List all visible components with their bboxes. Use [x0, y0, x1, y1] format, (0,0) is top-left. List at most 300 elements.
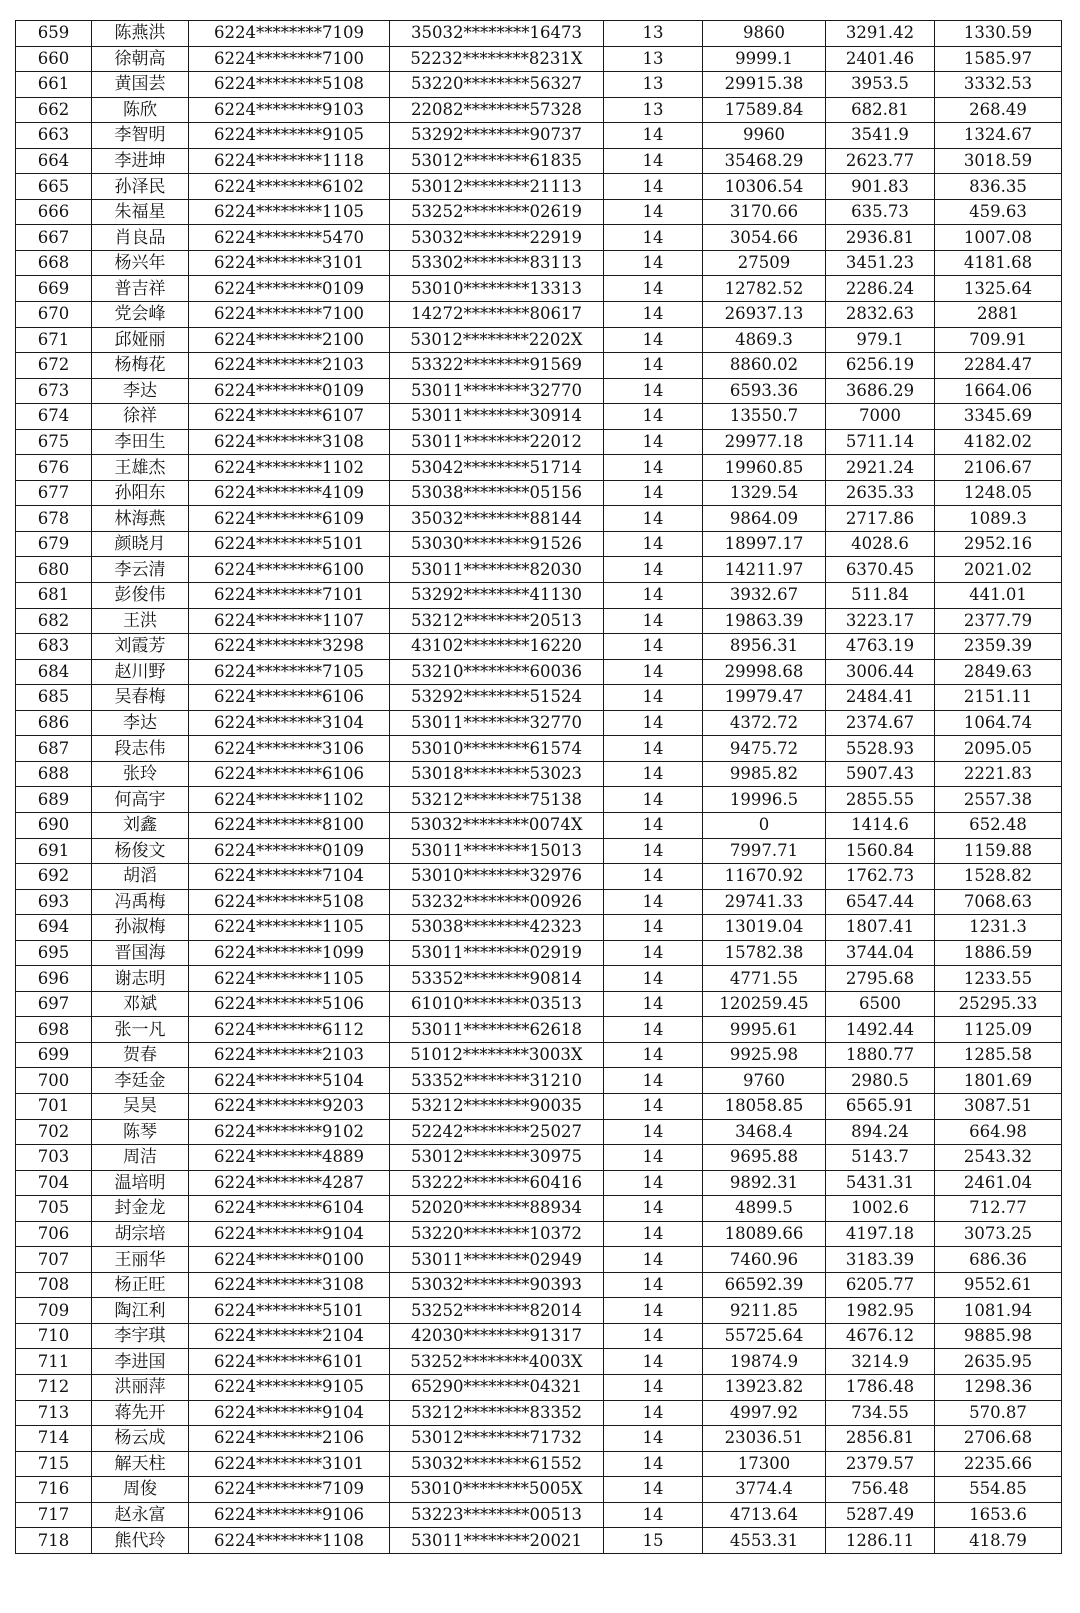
- table-row: [16, 940, 1062, 966]
- total-cell: 3345.69: [935, 404, 1062, 430]
- row-number-cell: 686: [16, 710, 92, 736]
- bank-card-cell: 6224********7105: [189, 659, 390, 685]
- table-row: [16, 710, 1062, 736]
- subsidy-cell: 4028.6: [826, 531, 935, 557]
- subsidy-cell: 5528.93: [826, 736, 935, 762]
- table-row: [16, 889, 1062, 915]
- name-cell: 杨正旺: [92, 1272, 189, 1298]
- id-number-cell: 53252********02619: [390, 199, 604, 225]
- name-cell: 陶江利: [92, 1298, 189, 1324]
- table-row: [16, 378, 1062, 404]
- name-cell: 李达: [92, 710, 189, 736]
- name-cell: 刘霞芳: [92, 634, 189, 660]
- id-number-cell: 53222********60416: [390, 1170, 604, 1196]
- total-cell: 2221.83: [935, 761, 1062, 787]
- subsidy-cell: 511.84: [826, 583, 935, 609]
- row-number-cell: 687: [16, 736, 92, 762]
- id-number-cell: 53011********20021: [390, 1528, 604, 1554]
- table-body: [16, 21, 1062, 1554]
- table-row: [16, 353, 1062, 379]
- total-cell: 2952.16: [935, 531, 1062, 557]
- id-number-cell: 53038********42323: [390, 915, 604, 941]
- row-number-cell: 670: [16, 302, 92, 328]
- subsidy-cell: 1560.84: [826, 838, 935, 864]
- total-cell: 2377.79: [935, 608, 1062, 634]
- table-row: [16, 123, 1062, 149]
- count-cell: 14: [604, 429, 703, 455]
- total-cell: 1089.3: [935, 506, 1062, 532]
- bank-card-cell: 6224********1118: [189, 148, 390, 174]
- table-row: [16, 1272, 1062, 1298]
- total-cell: 25295.33: [935, 991, 1062, 1017]
- row-number-cell: 715: [16, 1451, 92, 1477]
- total-cell: 712.77: [935, 1196, 1062, 1222]
- bank-card-cell: 6224********6102: [189, 174, 390, 200]
- table-row: [16, 302, 1062, 328]
- subsidy-cell: 1414.6: [826, 812, 935, 838]
- count-cell: 14: [604, 353, 703, 379]
- row-number-cell: 676: [16, 455, 92, 481]
- bank-card-cell: 6224********1102: [189, 787, 390, 813]
- total-cell: 2284.47: [935, 353, 1062, 379]
- count-cell: 13: [604, 72, 703, 98]
- id-number-cell: 53012********71732: [390, 1426, 604, 1452]
- count-cell: 13: [604, 21, 703, 47]
- row-number-cell: 677: [16, 480, 92, 506]
- row-number-cell: 696: [16, 966, 92, 992]
- table-row: [16, 608, 1062, 634]
- bank-card-cell: 6224********6109: [189, 506, 390, 532]
- bank-card-cell: 6224********9106: [189, 1502, 390, 1528]
- bank-card-cell: 6224********0100: [189, 1247, 390, 1273]
- count-cell: 14: [604, 250, 703, 276]
- row-number-cell: 695: [16, 940, 92, 966]
- bank-card-cell: 6224********6107: [189, 404, 390, 430]
- subsidy-cell: 2374.67: [826, 710, 935, 736]
- amount-cell: 9985.82: [703, 761, 826, 787]
- count-cell: 13: [604, 97, 703, 123]
- count-cell: 14: [604, 761, 703, 787]
- bank-card-cell: 6224********4287: [189, 1170, 390, 1196]
- amount-cell: 12782.52: [703, 276, 826, 302]
- row-number-cell: 673: [16, 378, 92, 404]
- amount-cell: 13923.82: [703, 1374, 826, 1400]
- row-number-cell: 702: [16, 1119, 92, 1145]
- count-cell: 14: [604, 148, 703, 174]
- row-number-cell: 689: [16, 787, 92, 813]
- amount-cell: 3054.66: [703, 225, 826, 251]
- id-number-cell: 53012********21113: [390, 174, 604, 200]
- amount-cell: 9960: [703, 123, 826, 149]
- id-number-cell: 53252********82014: [390, 1298, 604, 1324]
- count-cell: 14: [604, 1017, 703, 1043]
- count-cell: 14: [604, 915, 703, 941]
- amount-cell: 19960.85: [703, 455, 826, 481]
- row-number-cell: 669: [16, 276, 92, 302]
- amount-cell: 9695.88: [703, 1145, 826, 1171]
- id-number-cell: 53212********20513: [390, 608, 604, 634]
- name-cell: 杨云成: [92, 1426, 189, 1452]
- total-cell: 2106.67: [935, 455, 1062, 481]
- name-cell: 李进国: [92, 1349, 189, 1375]
- name-cell: 李达: [92, 378, 189, 404]
- total-cell: 1653.6: [935, 1502, 1062, 1528]
- subsidy-cell: 1807.41: [826, 915, 935, 941]
- id-number-cell: 43102********16220: [390, 634, 604, 660]
- table-row: [16, 174, 1062, 200]
- bank-card-cell: 6224********1105: [189, 915, 390, 941]
- row-number-cell: 701: [16, 1093, 92, 1119]
- name-cell: 胡滔: [92, 864, 189, 890]
- table-row: [16, 250, 1062, 276]
- bank-card-cell: 6224********1105: [189, 966, 390, 992]
- id-number-cell: 53220********10372: [390, 1221, 604, 1247]
- count-cell: 14: [604, 1502, 703, 1528]
- id-number-cell: 52232********8231X: [390, 46, 604, 72]
- table-row: [16, 966, 1062, 992]
- amount-cell: 9892.31: [703, 1170, 826, 1196]
- name-cell: 解天柱: [92, 1451, 189, 1477]
- total-cell: 1298.36: [935, 1374, 1062, 1400]
- amount-cell: 15782.38: [703, 940, 826, 966]
- bank-card-cell: 6224********7104: [189, 864, 390, 890]
- amount-cell: 120259.45: [703, 991, 826, 1017]
- total-cell: 2151.11: [935, 685, 1062, 711]
- row-number-cell: 717: [16, 1502, 92, 1528]
- subsidy-cell: 2379.57: [826, 1451, 935, 1477]
- bank-card-cell: 6224********9105: [189, 1374, 390, 1400]
- id-number-cell: 53012********30975: [390, 1145, 604, 1171]
- row-number-cell: 710: [16, 1323, 92, 1349]
- name-cell: 陈燕洪: [92, 21, 189, 47]
- table-row: [16, 761, 1062, 787]
- id-number-cell: 53018********53023: [390, 761, 604, 787]
- bank-card-cell: 6224********4109: [189, 480, 390, 506]
- total-cell: 1081.94: [935, 1298, 1062, 1324]
- amount-cell: 66592.39: [703, 1272, 826, 1298]
- table-row: [16, 531, 1062, 557]
- amount-cell: 19874.9: [703, 1349, 826, 1375]
- amount-cell: 9760: [703, 1068, 826, 1094]
- name-cell: 黄国芸: [92, 72, 189, 98]
- bank-card-cell: 6224********7109: [189, 21, 390, 47]
- subsidy-cell: 6547.44: [826, 889, 935, 915]
- name-cell: 胡宗培: [92, 1221, 189, 1247]
- amount-cell: 35468.29: [703, 148, 826, 174]
- amount-cell: 4372.72: [703, 710, 826, 736]
- total-cell: 2849.63: [935, 659, 1062, 685]
- count-cell: 14: [604, 327, 703, 353]
- amount-cell: 29998.68: [703, 659, 826, 685]
- amount-cell: 4899.5: [703, 1196, 826, 1222]
- count-cell: 14: [604, 1374, 703, 1400]
- table-row: [16, 915, 1062, 941]
- count-cell: 14: [604, 1247, 703, 1273]
- bank-card-cell: 6224********3108: [189, 429, 390, 455]
- count-cell: 14: [604, 1068, 703, 1094]
- count-cell: 14: [604, 1400, 703, 1426]
- subsidy-cell: 5431.31: [826, 1170, 935, 1196]
- id-number-cell: 53302********83113: [390, 250, 604, 276]
- subsidy-cell: 2856.81: [826, 1426, 935, 1452]
- subsidy-cell: 2795.68: [826, 966, 935, 992]
- table-row: [16, 1221, 1062, 1247]
- amount-cell: 18089.66: [703, 1221, 826, 1247]
- table-row: [16, 787, 1062, 813]
- name-cell: 洪丽萍: [92, 1374, 189, 1400]
- total-cell: 1159.88: [935, 838, 1062, 864]
- table-row: [16, 148, 1062, 174]
- table-row: [16, 812, 1062, 838]
- count-cell: 14: [604, 659, 703, 685]
- total-cell: 1330.59: [935, 21, 1062, 47]
- count-cell: 14: [604, 1093, 703, 1119]
- bank-card-cell: 6224********5101: [189, 531, 390, 557]
- bank-card-cell: 6224********7100: [189, 302, 390, 328]
- amount-cell: 9864.09: [703, 506, 826, 532]
- subsidy-cell: 2484.41: [826, 685, 935, 711]
- amount-cell: 9925.98: [703, 1042, 826, 1068]
- name-cell: 贺春: [92, 1042, 189, 1068]
- row-number-cell: 661: [16, 72, 92, 98]
- name-cell: 李云清: [92, 557, 189, 583]
- count-cell: 13: [604, 46, 703, 72]
- id-number-cell: 53010********13313: [390, 276, 604, 302]
- amount-cell: 3774.4: [703, 1477, 826, 1503]
- total-cell: 3073.25: [935, 1221, 1062, 1247]
- amount-cell: 17300: [703, 1451, 826, 1477]
- total-cell: 1801.69: [935, 1068, 1062, 1094]
- table-row: [16, 634, 1062, 660]
- name-cell: 何高宇: [92, 787, 189, 813]
- id-number-cell: 53292********51524: [390, 685, 604, 711]
- table-row: [16, 1400, 1062, 1426]
- name-cell: 陈欣: [92, 97, 189, 123]
- table-row: [16, 46, 1062, 72]
- subsidy-cell: 6205.77: [826, 1272, 935, 1298]
- bank-card-cell: 6224********1099: [189, 940, 390, 966]
- table-row: [16, 736, 1062, 762]
- bank-card-cell: 6224********7100: [189, 46, 390, 72]
- id-number-cell: 53010********32976: [390, 864, 604, 890]
- subsidy-cell: 979.1: [826, 327, 935, 353]
- table-row: [16, 583, 1062, 609]
- id-number-cell: 53012********2202X: [390, 327, 604, 353]
- id-number-cell: 35032********88144: [390, 506, 604, 532]
- subsidy-cell: 894.24: [826, 1119, 935, 1145]
- amount-cell: 3932.67: [703, 583, 826, 609]
- table-row: [16, 1349, 1062, 1375]
- subsidy-cell: 5143.7: [826, 1145, 935, 1171]
- subsidy-cell: 5907.43: [826, 761, 935, 787]
- total-cell: 1248.05: [935, 480, 1062, 506]
- table-row: [16, 1426, 1062, 1452]
- name-cell: 周洁: [92, 1145, 189, 1171]
- row-number-cell: 692: [16, 864, 92, 890]
- table-row: [16, 1196, 1062, 1222]
- amount-cell: 55725.64: [703, 1323, 826, 1349]
- name-cell: 党会峰: [92, 302, 189, 328]
- id-number-cell: 53032********61552: [390, 1451, 604, 1477]
- table-row: [16, 506, 1062, 532]
- bank-card-cell: 6224********7109: [189, 1477, 390, 1503]
- name-cell: 朱福星: [92, 199, 189, 225]
- row-number-cell: 700: [16, 1068, 92, 1094]
- count-cell: 14: [604, 1272, 703, 1298]
- subsidy-cell: 3686.29: [826, 378, 935, 404]
- id-number-cell: 53292********90737: [390, 123, 604, 149]
- amount-cell: 9999.1: [703, 46, 826, 72]
- total-cell: 2235.66: [935, 1451, 1062, 1477]
- total-cell: 9552.61: [935, 1272, 1062, 1298]
- total-cell: 3018.59: [935, 148, 1062, 174]
- id-number-cell: 53212********90035: [390, 1093, 604, 1119]
- name-cell: 谢志明: [92, 966, 189, 992]
- name-cell: 陈琴: [92, 1119, 189, 1145]
- name-cell: 冯禹梅: [92, 889, 189, 915]
- amount-cell: 8956.31: [703, 634, 826, 660]
- amount-cell: 4553.31: [703, 1528, 826, 1554]
- amount-cell: 13550.7: [703, 404, 826, 430]
- id-number-cell: 53011********30914: [390, 404, 604, 430]
- amount-cell: 10306.54: [703, 174, 826, 200]
- id-number-cell: 53292********41130: [390, 583, 604, 609]
- total-cell: 1233.55: [935, 966, 1062, 992]
- row-number-cell: 659: [16, 21, 92, 47]
- id-number-cell: 53032********0074X: [390, 812, 604, 838]
- id-number-cell: 53032********90393: [390, 1272, 604, 1298]
- row-number-cell: 706: [16, 1221, 92, 1247]
- count-cell: 14: [604, 940, 703, 966]
- total-cell: 2881: [935, 302, 1062, 328]
- count-cell: 14: [604, 685, 703, 711]
- total-cell: 1528.82: [935, 864, 1062, 890]
- count-cell: 14: [604, 787, 703, 813]
- name-cell: 段志伟: [92, 736, 189, 762]
- count-cell: 14: [604, 966, 703, 992]
- name-cell: 杨俊文: [92, 838, 189, 864]
- subsidy-cell: 1286.11: [826, 1528, 935, 1554]
- table-row: [16, 1119, 1062, 1145]
- bank-card-cell: 6224********5101: [189, 1298, 390, 1324]
- name-cell: 孙泽民: [92, 174, 189, 200]
- name-cell: 张一凡: [92, 1017, 189, 1043]
- total-cell: 2543.32: [935, 1145, 1062, 1171]
- id-number-cell: 53011********32770: [390, 378, 604, 404]
- total-cell: 709.91: [935, 327, 1062, 353]
- table-row: [16, 1528, 1062, 1554]
- amount-cell: 8860.02: [703, 353, 826, 379]
- amount-cell: 18997.17: [703, 531, 826, 557]
- amount-cell: 9995.61: [703, 1017, 826, 1043]
- table-row: [16, 1298, 1062, 1324]
- id-number-cell: 22082********57328: [390, 97, 604, 123]
- subsidy-cell: 4763.19: [826, 634, 935, 660]
- total-cell: 2635.95: [935, 1349, 1062, 1375]
- subsidy-cell: 7000: [826, 404, 935, 430]
- amount-cell: 17589.84: [703, 97, 826, 123]
- amount-cell: 4771.55: [703, 966, 826, 992]
- bank-card-cell: 6224********6101: [189, 1349, 390, 1375]
- row-number-cell: 683: [16, 634, 92, 660]
- count-cell: 14: [604, 404, 703, 430]
- row-number-cell: 675: [16, 429, 92, 455]
- count-cell: 14: [604, 1477, 703, 1503]
- total-cell: 1585.97: [935, 46, 1062, 72]
- id-number-cell: 53030********91526: [390, 531, 604, 557]
- id-number-cell: 53010********5005X: [390, 1477, 604, 1503]
- name-cell: 孙阳东: [92, 480, 189, 506]
- table-row: [16, 1247, 1062, 1273]
- count-cell: 14: [604, 1042, 703, 1068]
- count-cell: 14: [604, 1196, 703, 1222]
- total-cell: 2461.04: [935, 1170, 1062, 1196]
- name-cell: 徐祥: [92, 404, 189, 430]
- subsidy-cell: 6500: [826, 991, 935, 1017]
- subsidy-cell: 2980.5: [826, 1068, 935, 1094]
- row-number-cell: 688: [16, 761, 92, 787]
- id-number-cell: 51012********3003X: [390, 1042, 604, 1068]
- bank-card-cell: 6224********4889: [189, 1145, 390, 1171]
- subsidy-cell: 2921.24: [826, 455, 935, 481]
- id-number-cell: 53038********05156: [390, 480, 604, 506]
- name-cell: 张玲: [92, 761, 189, 787]
- id-number-cell: 53011********02919: [390, 940, 604, 966]
- count-cell: 14: [604, 506, 703, 532]
- count-cell: 14: [604, 710, 703, 736]
- table-row: [16, 429, 1062, 455]
- row-number-cell: 662: [16, 97, 92, 123]
- bank-card-cell: 6224********2103: [189, 1042, 390, 1068]
- table-row: [16, 1374, 1062, 1400]
- total-cell: 686.36: [935, 1247, 1062, 1273]
- subsidy-cell: 1786.48: [826, 1374, 935, 1400]
- id-number-cell: 53212********75138: [390, 787, 604, 813]
- count-cell: 14: [604, 1119, 703, 1145]
- table-row: [16, 864, 1062, 890]
- subsidy-cell: 2832.63: [826, 302, 935, 328]
- total-cell: 652.48: [935, 812, 1062, 838]
- name-cell: 赵永富: [92, 1502, 189, 1528]
- row-number-cell: 681: [16, 583, 92, 609]
- total-cell: 2021.02: [935, 557, 1062, 583]
- count-cell: 14: [604, 736, 703, 762]
- subsidy-cell: 3291.42: [826, 21, 935, 47]
- total-cell: 3087.51: [935, 1093, 1062, 1119]
- subsidy-cell: 2855.55: [826, 787, 935, 813]
- total-cell: 1064.74: [935, 710, 1062, 736]
- bank-card-cell: 6224********9105: [189, 123, 390, 149]
- name-cell: 徐朝高: [92, 46, 189, 72]
- id-number-cell: 61010********03513: [390, 991, 604, 1017]
- name-cell: 杨兴年: [92, 250, 189, 276]
- total-cell: 664.98: [935, 1119, 1062, 1145]
- count-cell: 14: [604, 1323, 703, 1349]
- id-number-cell: 53352********31210: [390, 1068, 604, 1094]
- row-number-cell: 665: [16, 174, 92, 200]
- table-row: [16, 480, 1062, 506]
- id-number-cell: 14272********80617: [390, 302, 604, 328]
- amount-cell: 4869.3: [703, 327, 826, 353]
- count-cell: 14: [604, 557, 703, 583]
- table-row: [16, 1323, 1062, 1349]
- table-row: [16, 1145, 1062, 1171]
- row-number-cell: 684: [16, 659, 92, 685]
- row-number-cell: 708: [16, 1272, 92, 1298]
- bank-card-cell: 6224********9104: [189, 1400, 390, 1426]
- total-cell: 2557.38: [935, 787, 1062, 813]
- id-number-cell: 53011********22012: [390, 429, 604, 455]
